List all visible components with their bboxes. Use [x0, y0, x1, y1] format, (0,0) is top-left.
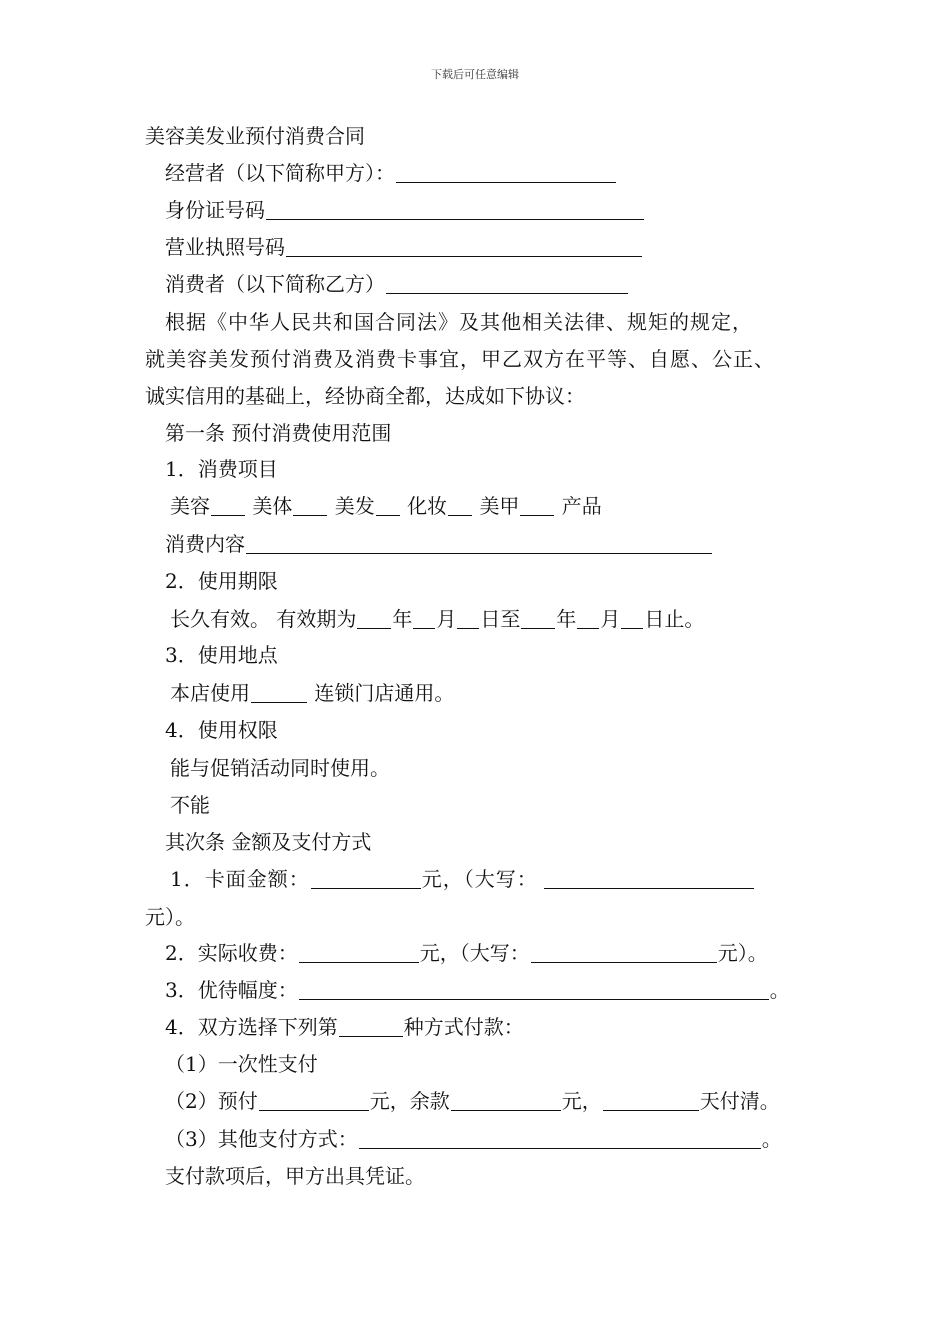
- month-label: 月: [436, 607, 457, 631]
- consumption-content-line: [165, 531, 713, 557]
- party-a-label: 经营者（以下简称甲方）：: [165, 161, 395, 185]
- validity-label: 长久有效。 有效期为: [170, 607, 357, 631]
- consumption-content-blank[interactable]: [246, 533, 712, 554]
- year-label: 年: [392, 607, 413, 631]
- end-year-blank[interactable]: [521, 608, 555, 629]
- other-payment-end: 。: [761, 1127, 782, 1151]
- item-makeup-blank[interactable]: [448, 495, 472, 516]
- clause-1-4: 4．使用权限: [165, 718, 278, 742]
- consumption-content-label: 消费内容: [165, 532, 245, 556]
- location-label: 本店使用: [170, 681, 250, 705]
- card-amount-end: 元）。: [145, 905, 195, 929]
- party-b-blank[interactable]: [386, 273, 628, 294]
- validity-line: [170, 606, 704, 632]
- end-month-blank[interactable]: [577, 608, 599, 629]
- card-amount-blank[interactable]: [311, 868, 421, 889]
- party-b-label: 消费者（以下简称乙方）: [165, 272, 385, 296]
- page-header: 下载后可任意编辑: [431, 68, 519, 81]
- days-label: 天付清。: [699, 1089, 780, 1113]
- item-beauty: 美容: [170, 494, 210, 518]
- intro-line-3: 诚实信用的基础上，经协商全都，达成如下协议：: [145, 384, 585, 408]
- card-amount-capital-label: 元，（大写：: [421, 867, 538, 891]
- clause-1-2: 2．使用期限: [165, 569, 278, 593]
- party-a-blank[interactable]: [396, 162, 616, 183]
- month-label-2: 月: [600, 607, 621, 631]
- discount-label: 3．优待幅度：: [165, 978, 298, 1002]
- party-a-line: [165, 160, 617, 186]
- day-end-label: 日止。: [644, 607, 705, 631]
- item-hair: 美发: [334, 494, 375, 518]
- discount-blank[interactable]: [299, 979, 769, 1000]
- payment-method-label: 4．双方选择下列第: [165, 1015, 338, 1039]
- yuan-label: 元，: [561, 1089, 602, 1113]
- actual-charge-label: 2．实际收费：: [165, 941, 298, 965]
- clause-1-3: 3．使用地点: [165, 643, 278, 667]
- item-body: 美体: [252, 494, 293, 518]
- start-day-blank[interactable]: [457, 608, 479, 629]
- prepay-blank[interactable]: [259, 1090, 369, 1111]
- item-body-blank[interactable]: [293, 495, 327, 516]
- actual-charge-capital-label: 元，（大写：: [419, 941, 530, 965]
- id-number-line: [165, 197, 645, 223]
- discount-end: 。: [769, 978, 790, 1002]
- card-amount-label: 1．卡面金额：: [170, 867, 310, 891]
- start-year-blank[interactable]: [357, 608, 391, 629]
- other-payment-blank[interactable]: [359, 1128, 761, 1149]
- prepay-label: （2）预付: [165, 1089, 258, 1113]
- days-blank[interactable]: [603, 1090, 699, 1111]
- card-amount-line: [170, 866, 755, 892]
- permission-can: 能与促销活动同时使用。: [170, 756, 390, 780]
- receipt-note: 支付款项后，甲方出具凭证。: [165, 1164, 425, 1188]
- clause-1-1: 1．消费项目: [165, 457, 278, 481]
- day-to-label: 日至: [480, 607, 521, 631]
- party-b-line: [165, 271, 629, 297]
- article-2-title: 其次条 金额及支付方式: [165, 830, 372, 854]
- chain-store-label: 连锁门店通用。: [314, 681, 455, 705]
- contract-title: 美容美发业预付消费合同: [145, 124, 365, 148]
- year-label-2: 年: [556, 607, 577, 631]
- payment-method-end: 种方式付款：: [403, 1015, 524, 1039]
- item-hair-blank[interactable]: [376, 495, 400, 516]
- item-makeup: 化妆: [407, 494, 448, 518]
- actual-charge-capital-blank[interactable]: [531, 942, 717, 963]
- actual-charge-line: [165, 940, 768, 966]
- id-number-blank[interactable]: [266, 199, 644, 220]
- end-day-blank[interactable]: [621, 608, 643, 629]
- other-payment-label: （3）其他支付方式：: [165, 1127, 358, 1151]
- item-beauty-blank[interactable]: [211, 495, 245, 516]
- intro-line-1: 根据《中华人民共和国合同法》及其他相关法律、规矩的规定，: [165, 310, 753, 334]
- actual-charge-blank[interactable]: [299, 942, 419, 963]
- payment-option-2: [165, 1088, 780, 1114]
- payment-option-1: （1）一次性支付: [165, 1052, 318, 1076]
- payment-method-blank[interactable]: [339, 1016, 403, 1037]
- item-nails-blank[interactable]: [520, 495, 554, 516]
- consumption-items-line: [170, 493, 602, 519]
- location-line: [170, 680, 454, 706]
- item-products: 产品: [561, 494, 602, 518]
- start-month-blank[interactable]: [413, 608, 435, 629]
- balance-label: 元，余款: [369, 1089, 450, 1113]
- item-nails: 美甲: [479, 494, 520, 518]
- discount-line: [165, 977, 790, 1003]
- card-amount-capital-blank[interactable]: [544, 868, 754, 889]
- payment-option-3: [165, 1126, 782, 1152]
- article-1-title: 第一条 预付消费使用范围: [165, 421, 392, 445]
- intro-line-2: 就美容美发预付消费及消费卡事宜，甲乙双方在平等、自愿、公正、: [145, 347, 775, 371]
- location-blank[interactable]: [251, 682, 307, 703]
- license-number-line: [165, 234, 643, 260]
- license-number-label: 营业执照号码: [165, 235, 285, 259]
- license-number-blank[interactable]: [286, 236, 642, 257]
- actual-charge-end: 元）。: [717, 941, 768, 965]
- payment-method-line: [165, 1014, 524, 1040]
- permission-cannot: 不能: [170, 793, 210, 817]
- balance-blank[interactable]: [451, 1090, 561, 1111]
- id-number-label: 身份证号码: [165, 198, 265, 222]
